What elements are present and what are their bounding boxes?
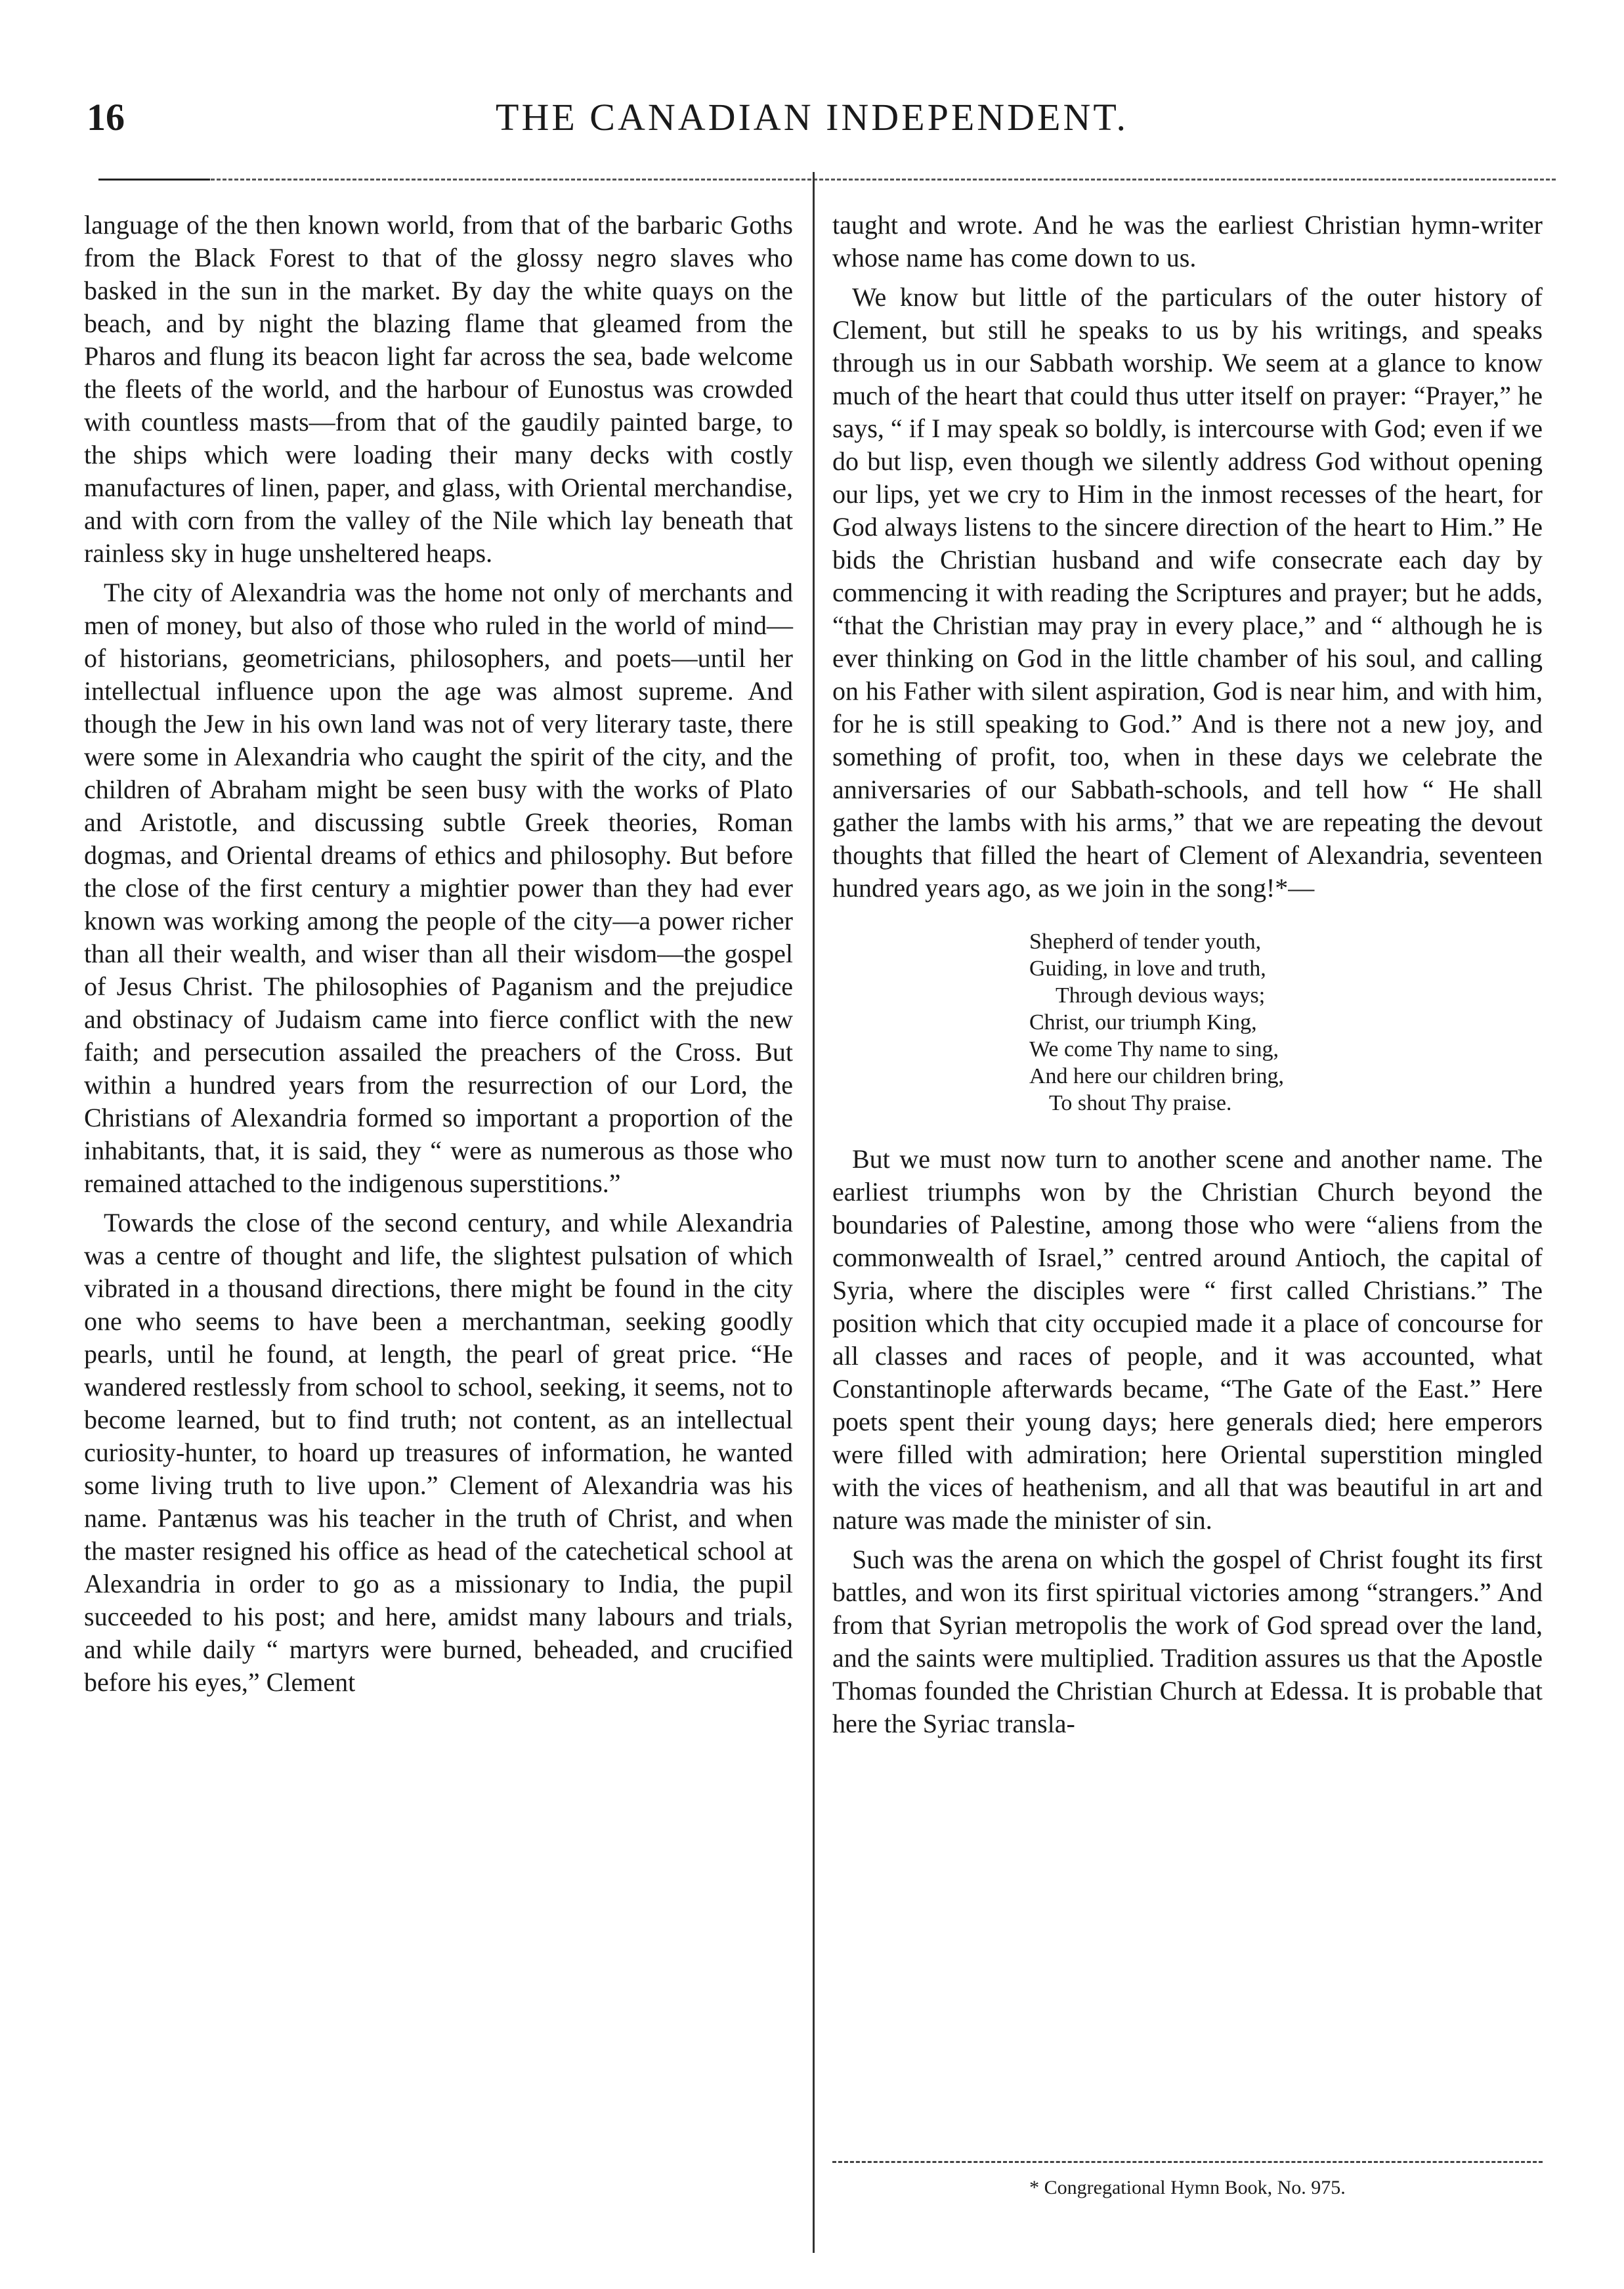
- hymn-line: Through devious ways;: [1056, 983, 1266, 1008]
- footnote: * Congregational Hymn Book, No. 975.: [1029, 2177, 1346, 2198]
- header-rule: [98, 179, 1556, 181]
- paragraph: language of the then known world, from that of the barbaric Goths from the Black Forest to that of the glossy negro slaves who basked in the sun in the market. By day the white quays on the beach, and by night the blazing flame that gleamed from the Pharos and flung its beacon light far across the sea, bade welcome the fleets of the world, and the harbour of Eunostus was crowded with countless masts—from that of the gaudily painted barge, to the ships which were loading their many decks with costly manufactures of linen, paper, and glass, with Oriental merchandise, and with corn from the valley of the Nile which lay beneath that rainless sky in huge unsheltered heaps.: [84, 210, 793, 568]
- header-rule-accent: [98, 179, 210, 181]
- paragraph: Towards the close of the second century, and while Alexandria was a centre of thought and life, the slightest pulsation of which vibrated in a thousand directions, there might be found in the city one who seems to have been a merchantman, seeking goodly pearls, until he found, at length, the pearl of great price. “He wandered restlessly from school to school, seeking, it seems, not to become learned, but to find truth; not content, as an intellectual curiosity-hunter, to hoard up treasures of information, he wanted some living truth to live upon.” Clement of Alexandria was his name. Pantænus was his teacher in the truth of Christ, and when the master resigned his office as head of the catechetical school at Alexandria in order to go as a missionary to India, the pupil succeeded to his post; and here, amidst many labours and trials, and while daily “ martyrs were burned, beheaded, and crucified before his eyes,” Clement: [84, 1208, 793, 1697]
- running-head-title: THE CANADIAN INDEPENDENT.: [496, 96, 1128, 139]
- hymn-line: We come Thy name to sing,: [1029, 1037, 1279, 1061]
- paragraph: taught and wrote. And he was the earliest Christian hymn-writer whose name has come down to us.: [832, 210, 1543, 272]
- hymn-line: And here our children bring,: [1029, 1064, 1285, 1088]
- hymn-line: Christ, our triumph King,: [1029, 1010, 1257, 1035]
- right-column: [832, 209, 1543, 1740]
- paragraph: Such was the arena on which the gospel of Christ fought its first battles, and won its first spiritual victories among “strangers.” And from that Syrian metropolis the work of God spread over the land, and the saints were multiplied. Tradition assures us that the Apostle Thomas founded the Christian Church at Edessa. It is probable that here the Syriac transla-: [832, 1545, 1543, 1738]
- paragraph: But we must now turn to another scene and another name. The earliest triumphs won by the Christian Church beyond the boundaries of Palestine, among those who were “aliens from the commonwealth of Israel,” centred around Antioch, the capital of Syria, where the disciples were “ first called Christians.” The position which that city occupied made it a place of concourse for all classes and races of people, and it was accounted, what Constantinople afterwards became, “The Gate of the East.” Here poets spent their young days; here generals died; here emperors were filled with admiration; here Oriental superstition mingled with the vices of heathenism, and all that was beautiful in art and nature was made the minister of sin.: [832, 1144, 1543, 1535]
- column-divider: [813, 172, 815, 2253]
- paragraph: We know but little of the particulars of the outer history of Clement, but still he speaks to us by his writings, and speaks through us in our Sabbath worship. We seem at a glance to know much of the heart that could thus utter itself on prayer: “Prayer,” he says, “ if I may speak so boldly, is intercourse with God; even if we do but lisp, even though we silently address God without opening our lips, yet we cry to Him in the inmost recesses of the heart, for God always listens to the sincere direction of the heart to Him.” He bids the Christian husband and wife consecrate each day by commencing it with reading the Scriptures and prayer; but he adds, “that the Christian may pray in every place,” and “ although he is ever thinking on God in the little chamber of his soul, and calling on his Father with silent aspiration, God is near him, and with him, for he is still speaking to God.” And is there not a new joy, and something of profit, too, when in these days we celebrate the anniversaries of our Sabbath-schools, and tell how “ He shall gather the lambs with his arms,” that we are repeating the devout thoughts that filled the heart of Clement of Alexandria, seventeen hundred years ago, as we join in the song!*—: [832, 282, 1543, 903]
- page-number: 16: [87, 96, 125, 139]
- left-column: [84, 209, 793, 1699]
- hymn-line: Guiding, in love and truth,: [1029, 956, 1266, 981]
- hymn-line: Shepherd of tender youth,: [1029, 930, 1262, 954]
- paragraph: The city of Alexandria was the home not only of merchants and men of money, but also of those who ruled in the world of mind—of historians, geometricians, philosophers, and poets—until her intellectual influence upon the age was almost supreme. And though the Jew in his own land was not of very literary taste, there were some in Alexandria who caught the spirit of the city, and the children of Abraham might be seen busy with the works of Plato and Aristotle, and discussing subtle Greek theories, Roman dogmas, and Oriental dreams of ethics and philosophy. But before the close of the first century a mightier power than they had ever known was working among the people of the city—a power richer than all their wealth, and wiser than all their wisdom—the gospel of Jesus Christ. The philosophies of Paganism and the prejudice and obstinacy of Judaism came into fierce conflict with the new faith; and persecution assailed the preachers of the Cross. But within a hundred years from the resurrection of our Lord, the Christians of Alexandria formed so important a proportion of the inhabitants, that, it is said, they “ were as numerous as those who remained attached to the indigenous superstitions.”: [84, 578, 793, 1198]
- hymn-verse: [832, 928, 1543, 1117]
- hymn-line: To shout Thy praise.: [1049, 1091, 1232, 1115]
- footnote-rule: [832, 2161, 1543, 2163]
